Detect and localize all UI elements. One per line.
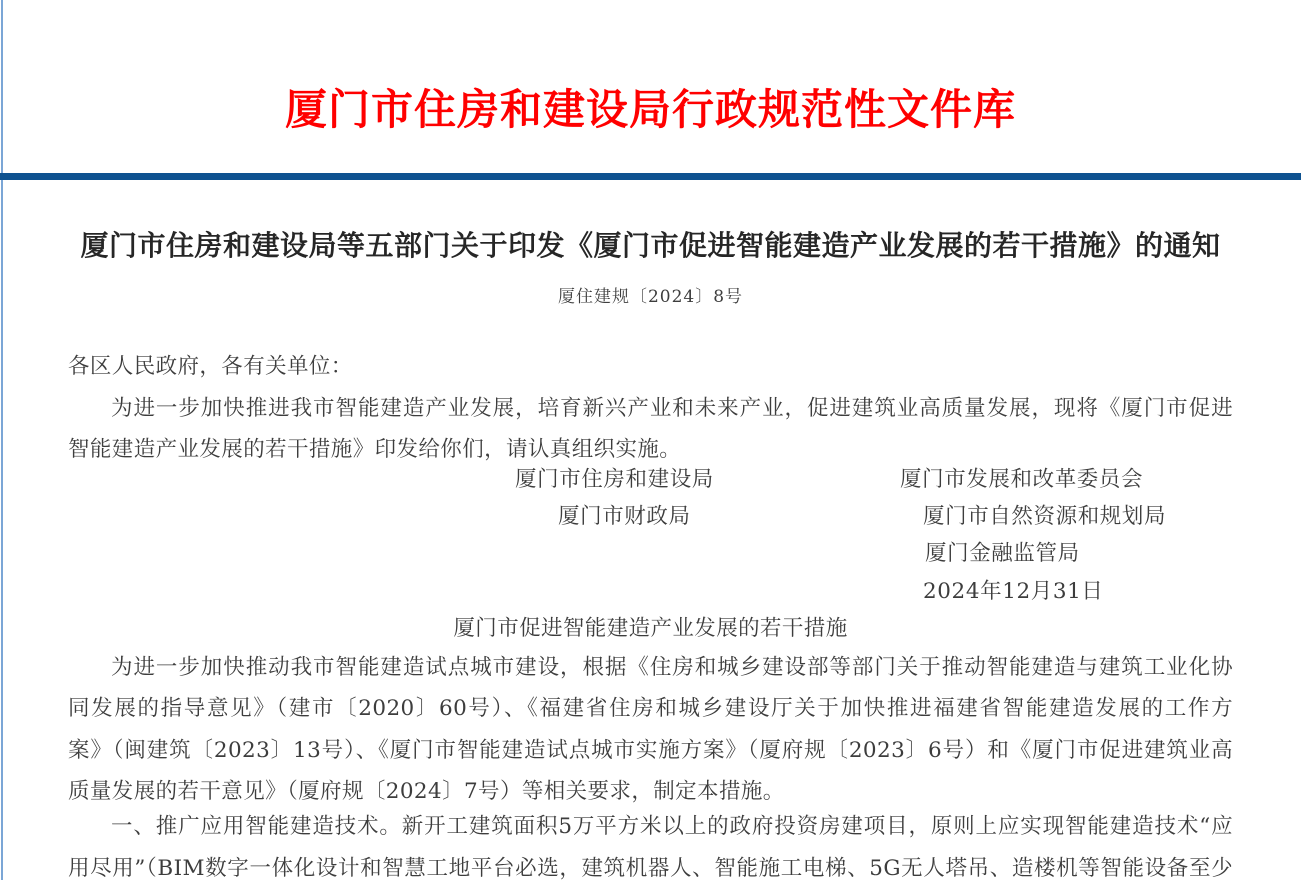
signer-financial-regulatory-bureau: 厦门金融监管局: [925, 541, 1080, 566]
measures-body-line: 质量发展的若干意见》（厦府规〔2024〕7号）等相关要求，制定本措施。: [68, 779, 785, 804]
header-divider: [0, 173, 1301, 180]
signer-development-reform-commission: 厦门市发展和改革委员会: [900, 467, 1144, 492]
section-one-line: 一、推广应用智能建造技术。新开工建筑面积5万平方米以上的政府投资房建项目，原则上应实现智能建造技术“应: [111, 814, 1233, 839]
measures-body-line: 为进一步加快推动我市智能建造试点城市建设，根据《住房和城乡建设部等部门关于推动智能建造与建筑工业化协: [111, 655, 1233, 680]
notice-body-line: 智能建造产业发展的若干措施》印发给你们，请认真组织实施。: [68, 437, 682, 462]
section-one-line: 用尽用”（BIM数字一体化设计和智慧工地平台必选，建筑机器人、智能施工电梯、5G无人塔吊、造楼机等智能设备至少: [68, 856, 1233, 880]
document-number: 厦住建规〔2024〕8号: [557, 287, 744, 307]
measures-body-line: 案》（闽建筑〔2023〕13号）、《厦门市智能建造试点城市实施方案》（厦府规〔2023〕6号）和《厦门市促进建筑业高: [68, 738, 1233, 763]
measures-body-line: 同发展的指导意见》（建市〔2020〕60号）、《福建省住房和城乡建设厅关于加快推进福建省智能建造发展的工作方: [68, 696, 1233, 721]
signer-finance-bureau: 厦门市财政局: [558, 504, 691, 529]
site-title: 厦门市住房和建设局行政规范性文件库: [284, 88, 1016, 134]
document-title: 厦门市住房和建设局等五部门关于印发《厦门市促进智能建造产业发展的若干措施》的通知: [80, 229, 1221, 262]
salutation-line: 各区人民政府，各有关单位：: [68, 354, 353, 379]
measures-title: 厦门市促进智能建造产业发展的若干措施: [453, 616, 848, 641]
sign-date: 2024年12月31日: [923, 579, 1104, 604]
signer-natural-resources-bureau: 厦门市自然资源和规划局: [923, 504, 1167, 529]
signer-housing-bureau: 厦门市住房和建设局: [515, 467, 714, 492]
notice-body-line: 为进一步加快推进我市智能建造产业发展，培育新兴产业和未来产业，促进建筑业高质量发展，现将《厦门市促进: [111, 396, 1233, 421]
